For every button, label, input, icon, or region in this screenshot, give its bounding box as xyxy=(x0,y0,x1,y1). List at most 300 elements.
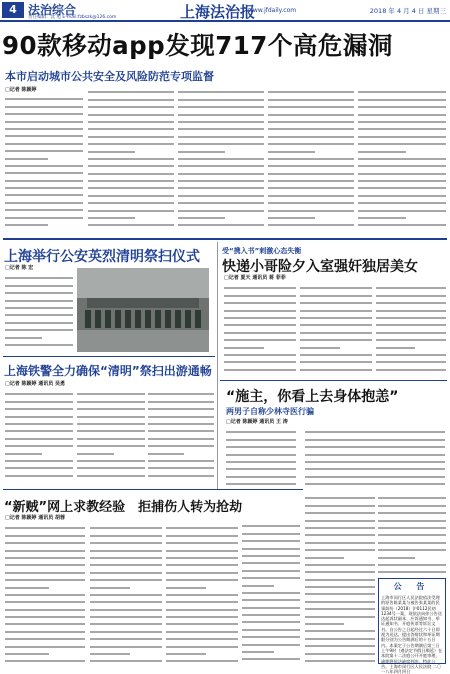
story3-body-col1 xyxy=(5,388,73,483)
text-line xyxy=(268,212,315,219)
text-line xyxy=(5,403,73,410)
story5-body-col3 xyxy=(376,282,446,375)
text-line xyxy=(88,189,174,196)
text-line xyxy=(305,536,375,543)
text-line xyxy=(5,537,85,544)
text-line xyxy=(305,470,445,477)
text-line xyxy=(305,581,375,588)
text-line xyxy=(148,425,214,432)
section-title: 法治综合 xyxy=(28,3,77,17)
text-line xyxy=(5,469,73,476)
text-line xyxy=(268,219,354,226)
text-line xyxy=(166,596,238,603)
text-line xyxy=(5,418,73,425)
text-line xyxy=(242,527,300,534)
text-line xyxy=(242,638,300,645)
text-line xyxy=(5,440,73,447)
text-line xyxy=(166,522,238,529)
story4-body-col2 xyxy=(90,522,162,664)
text-line xyxy=(166,589,238,596)
text-line xyxy=(5,425,73,432)
text-line xyxy=(77,403,145,410)
text-line xyxy=(242,616,300,623)
text-line xyxy=(90,537,162,544)
text-line xyxy=(305,603,375,610)
text-line xyxy=(224,289,296,296)
text-line xyxy=(148,462,214,469)
text-line xyxy=(166,633,238,640)
text-line xyxy=(300,349,372,356)
lead-body-col1 xyxy=(5,93,83,233)
text-line xyxy=(305,595,375,602)
text-line xyxy=(268,123,354,130)
text-line xyxy=(178,130,264,137)
lead-headline: 90款移动app发现717个高危漏洞 xyxy=(2,31,393,60)
text-line xyxy=(300,363,372,370)
text-line xyxy=(268,189,354,196)
text-line xyxy=(226,448,296,455)
story2-body xyxy=(5,272,73,352)
text-line xyxy=(358,101,446,108)
text-line xyxy=(88,197,174,204)
text-line xyxy=(305,618,344,625)
column-rule xyxy=(217,242,218,489)
text-line xyxy=(77,462,145,469)
text-line xyxy=(90,655,162,662)
text-line xyxy=(305,544,375,551)
page-number: 4 xyxy=(2,2,24,18)
text-line xyxy=(90,566,162,573)
story4-byline: □记者 陈颖婷 通讯员 胡蓉 xyxy=(5,515,65,521)
text-line xyxy=(305,655,375,662)
text-line xyxy=(268,101,354,108)
text-line xyxy=(88,182,174,189)
text-line xyxy=(166,566,238,573)
story5-headline: 快递小哥险夕入室强奸独居美女 xyxy=(222,259,418,275)
text-line xyxy=(90,596,162,603)
story-divider xyxy=(3,356,215,357)
text-line xyxy=(224,326,296,333)
text-line xyxy=(5,529,85,536)
text-line xyxy=(166,603,238,610)
text-line xyxy=(77,455,145,462)
text-line xyxy=(90,581,130,588)
text-line xyxy=(376,326,446,333)
text-line xyxy=(358,182,446,189)
text-line xyxy=(242,587,300,594)
text-line xyxy=(166,625,238,632)
text-line xyxy=(90,640,162,647)
text-line xyxy=(300,282,372,289)
story5-body-col2 xyxy=(300,282,372,375)
text-line xyxy=(268,182,354,189)
text-line xyxy=(305,507,375,514)
text-line xyxy=(166,552,238,559)
story-divider xyxy=(220,380,447,381)
text-line xyxy=(358,153,446,160)
text-line xyxy=(242,535,300,542)
text-line xyxy=(88,108,174,115)
text-line xyxy=(77,440,145,447)
text-line xyxy=(300,289,372,296)
text-line xyxy=(268,175,354,182)
text-line xyxy=(90,574,162,581)
text-line xyxy=(226,456,296,463)
text-line xyxy=(305,610,375,617)
text-line xyxy=(376,363,446,370)
text-line xyxy=(178,116,264,123)
text-line xyxy=(178,101,264,108)
text-line xyxy=(376,312,446,319)
text-line xyxy=(224,319,296,326)
text-line xyxy=(5,204,83,211)
text-line xyxy=(148,418,214,425)
text-line xyxy=(358,197,446,204)
text-line xyxy=(305,433,445,440)
text-line xyxy=(5,294,73,301)
text-line xyxy=(305,559,375,566)
text-line xyxy=(226,463,296,470)
story2-photo xyxy=(77,268,209,352)
text-line xyxy=(5,137,83,144)
text-line xyxy=(305,566,375,573)
text-line xyxy=(166,655,238,662)
text-line xyxy=(5,152,48,159)
text-line xyxy=(358,160,446,167)
story3-body-col3 xyxy=(148,388,214,483)
story4-body-col3 xyxy=(166,522,238,664)
text-line xyxy=(5,462,73,469)
text-line xyxy=(88,138,174,145)
text-line xyxy=(358,189,446,196)
text-line xyxy=(77,447,114,454)
text-line xyxy=(178,153,264,160)
text-line xyxy=(90,589,162,596)
text-line xyxy=(300,326,372,333)
text-line xyxy=(376,334,446,341)
text-line xyxy=(166,618,238,625)
story3-body-col2 xyxy=(77,388,145,483)
text-line xyxy=(5,574,85,581)
text-line xyxy=(268,145,315,152)
text-line xyxy=(88,145,135,152)
story-divider xyxy=(3,489,303,490)
text-line xyxy=(305,529,375,536)
text-line xyxy=(376,319,446,326)
text-line xyxy=(358,108,446,115)
text-line xyxy=(5,123,83,130)
text-line xyxy=(88,153,174,160)
text-line xyxy=(242,631,300,638)
text-line xyxy=(178,86,264,93)
text-line xyxy=(242,653,300,660)
text-line xyxy=(90,559,162,566)
text-line xyxy=(242,542,300,549)
text-line xyxy=(305,522,375,529)
text-line xyxy=(305,441,445,448)
text-line xyxy=(5,93,83,100)
text-line xyxy=(166,648,206,655)
text-line xyxy=(178,93,264,100)
story6-byline: □记者 陈颖婷 通讯员 王 涛 xyxy=(226,419,288,425)
text-line xyxy=(358,123,446,130)
text-line xyxy=(242,609,300,616)
text-line xyxy=(77,410,145,417)
text-line xyxy=(148,388,214,395)
text-line xyxy=(5,566,85,573)
text-line xyxy=(5,640,85,647)
text-line xyxy=(5,559,85,566)
text-line xyxy=(5,302,73,309)
lead-byline: □记者 陈颖婷 xyxy=(5,87,37,93)
text-line xyxy=(77,418,145,425)
text-line xyxy=(88,116,174,123)
lead-body-col3 xyxy=(178,86,264,233)
story5-byline: □记者 夏天 通讯员 蒋 菲菲 xyxy=(224,275,286,281)
text-line xyxy=(378,507,446,514)
text-line xyxy=(242,601,300,608)
text-line xyxy=(242,579,274,586)
text-line xyxy=(90,633,162,640)
text-line xyxy=(5,552,85,559)
text-line xyxy=(268,167,354,174)
text-line xyxy=(376,297,446,304)
text-line xyxy=(305,625,375,632)
text-line xyxy=(166,581,206,588)
text-line xyxy=(88,219,174,226)
text-line xyxy=(224,341,264,348)
text-line xyxy=(378,522,446,529)
text-line xyxy=(90,552,162,559)
text-line xyxy=(378,499,446,506)
text-line xyxy=(88,86,174,93)
text-line xyxy=(358,138,446,145)
text-line xyxy=(305,426,445,433)
text-line xyxy=(5,219,48,226)
story2-headline: 上海举行公安英烈清明祭扫仪式 xyxy=(4,249,200,265)
text-line xyxy=(300,297,372,304)
story6-subheadline: 两男子自称少林寺医行骗 xyxy=(226,407,314,416)
text-line xyxy=(90,611,162,618)
text-line xyxy=(242,646,274,653)
text-line xyxy=(376,304,446,311)
text-line xyxy=(148,395,214,402)
text-line xyxy=(5,287,73,294)
text-line xyxy=(300,304,372,311)
text-line xyxy=(90,522,162,529)
story6-body-col4 xyxy=(378,492,446,574)
text-line xyxy=(242,557,300,564)
text-line xyxy=(166,537,238,544)
text-line xyxy=(300,312,372,319)
text-line xyxy=(242,594,300,601)
text-line xyxy=(268,116,354,123)
text-line xyxy=(268,138,354,145)
notice-title: 公 告 xyxy=(393,582,431,591)
text-line xyxy=(300,356,372,363)
text-line xyxy=(166,559,238,566)
text-line xyxy=(178,219,264,226)
text-line xyxy=(88,123,174,130)
text-line xyxy=(148,447,184,454)
text-line xyxy=(242,572,300,579)
text-line xyxy=(77,388,145,395)
text-line xyxy=(268,160,354,167)
text-line xyxy=(226,426,296,433)
story3-byline: □记者 陈颖婷 通讯员 吴勇 xyxy=(5,381,65,387)
text-line xyxy=(305,448,445,455)
text-line xyxy=(5,100,83,107)
text-line xyxy=(148,469,214,476)
text-line xyxy=(305,514,375,521)
text-line xyxy=(5,395,73,402)
text-line xyxy=(305,640,375,647)
text-line xyxy=(88,130,174,137)
lead-body-col2 xyxy=(88,86,174,233)
text-line xyxy=(358,93,446,100)
text-line xyxy=(178,108,264,115)
story5-kicker: 受“携入书”刺激心态失衡 xyxy=(222,247,302,255)
section-divider xyxy=(3,238,447,240)
text-line xyxy=(88,167,174,174)
text-line xyxy=(242,520,300,527)
text-line xyxy=(178,212,225,219)
story4-headline: “新贼”网上求教经验 拒捕伤人转为抢劫 xyxy=(4,500,243,515)
issue-date: 2018 年 4 月 4 日 星期三 xyxy=(369,7,446,15)
text-line xyxy=(5,279,73,286)
text-line xyxy=(77,425,145,432)
text-line xyxy=(224,297,296,304)
text-line xyxy=(300,341,340,348)
text-line xyxy=(376,282,446,289)
text-line xyxy=(378,492,446,499)
text-line xyxy=(148,403,214,410)
text-line xyxy=(5,309,73,316)
text-line xyxy=(90,544,162,551)
text-line xyxy=(226,470,296,477)
text-line xyxy=(305,492,375,499)
text-line xyxy=(88,175,174,182)
text-line xyxy=(5,633,85,640)
text-line xyxy=(358,204,446,211)
text-line xyxy=(224,334,296,341)
text-line xyxy=(376,341,415,348)
text-line xyxy=(5,655,85,662)
text-line xyxy=(166,574,238,581)
story4-body-col4 xyxy=(242,520,300,664)
text-line xyxy=(166,611,238,618)
text-line xyxy=(5,182,83,189)
text-line xyxy=(5,544,85,551)
text-line xyxy=(376,289,446,296)
text-line xyxy=(5,272,73,279)
text-line xyxy=(178,145,225,152)
text-line xyxy=(378,529,446,536)
text-line xyxy=(178,123,264,130)
text-line xyxy=(5,410,73,417)
text-line xyxy=(305,573,375,580)
text-line xyxy=(305,478,445,485)
text-line xyxy=(90,529,162,536)
court-notice xyxy=(378,578,446,674)
text-line xyxy=(305,499,375,506)
text-line xyxy=(5,211,83,218)
text-line xyxy=(178,175,264,182)
story6-body-col3 xyxy=(305,492,375,664)
text-line xyxy=(5,388,73,395)
text-line xyxy=(226,441,296,448)
text-line xyxy=(376,349,446,356)
text-line xyxy=(166,640,238,647)
text-line xyxy=(5,339,73,346)
text-line xyxy=(148,410,214,417)
lead-body-col4 xyxy=(268,86,354,233)
story5-body-col1 xyxy=(224,282,296,375)
text-line xyxy=(5,324,73,331)
text-line xyxy=(305,463,445,470)
text-line xyxy=(378,559,446,566)
text-line xyxy=(5,522,85,529)
text-line xyxy=(268,93,354,100)
text-line xyxy=(358,86,446,93)
editor-line: 责任编辑：沈 旭 E-mail:fzbszk@126.com xyxy=(28,15,117,20)
page-header xyxy=(0,0,450,22)
text-line xyxy=(378,551,415,558)
text-line xyxy=(178,204,264,211)
text-line xyxy=(226,433,296,440)
masthead-url: www.jfdaily.com xyxy=(248,7,297,14)
text-line xyxy=(358,130,446,137)
text-line xyxy=(268,204,354,211)
text-line xyxy=(358,175,446,182)
text-line xyxy=(90,603,162,610)
text-line xyxy=(5,432,73,439)
story6-body-col1 xyxy=(226,426,296,486)
text-line xyxy=(5,447,42,454)
text-line xyxy=(5,145,83,152)
text-line xyxy=(5,618,85,625)
text-line xyxy=(5,115,83,122)
text-line xyxy=(88,93,174,100)
text-line xyxy=(358,167,446,174)
text-line xyxy=(88,212,135,219)
masthead-logo: 上海法治报 xyxy=(180,3,256,21)
text-line xyxy=(268,130,354,137)
text-line xyxy=(378,544,446,551)
text-line xyxy=(5,160,83,167)
text-line xyxy=(166,529,238,536)
text-line xyxy=(305,632,375,639)
text-line xyxy=(358,219,446,226)
text-line xyxy=(305,551,344,558)
text-line xyxy=(226,478,296,485)
story6-headline: “施主，你看上去身体抱恙” xyxy=(226,389,399,405)
story2-byline: □记者 陈 宏 xyxy=(5,265,34,271)
text-line xyxy=(378,514,446,521)
text-line xyxy=(5,603,85,610)
text-line xyxy=(77,469,145,476)
text-line xyxy=(5,167,83,174)
text-line xyxy=(5,648,49,655)
notice-body: 上海市闵行区人民法院依法受理的原告陈某某与被告张某某的民事纠纷（2018）沪0112民初1234号一案，现依法向你公告送达起诉状副本、应诉通知书、举证通知书、开庭传票等诉讼文书。自公告之日起经过六十日即视为送达。提出答辩状和举证期限分别为公告期满后的十五日内。本案定于公告期满后第三日上午9时（遇法定节假日顺延）在本院第十二法庭公开开庭审理，逾期将依法缺席判决。特此公告。上海市闵行区人民法院 二〇一八年四月四日 xyxy=(381,595,443,674)
text-line xyxy=(88,101,174,108)
text-line xyxy=(224,363,296,370)
text-line xyxy=(77,432,145,439)
text-line xyxy=(5,455,73,462)
story4-body-col1 xyxy=(5,522,85,664)
text-line xyxy=(305,588,375,595)
text-line xyxy=(178,189,264,196)
